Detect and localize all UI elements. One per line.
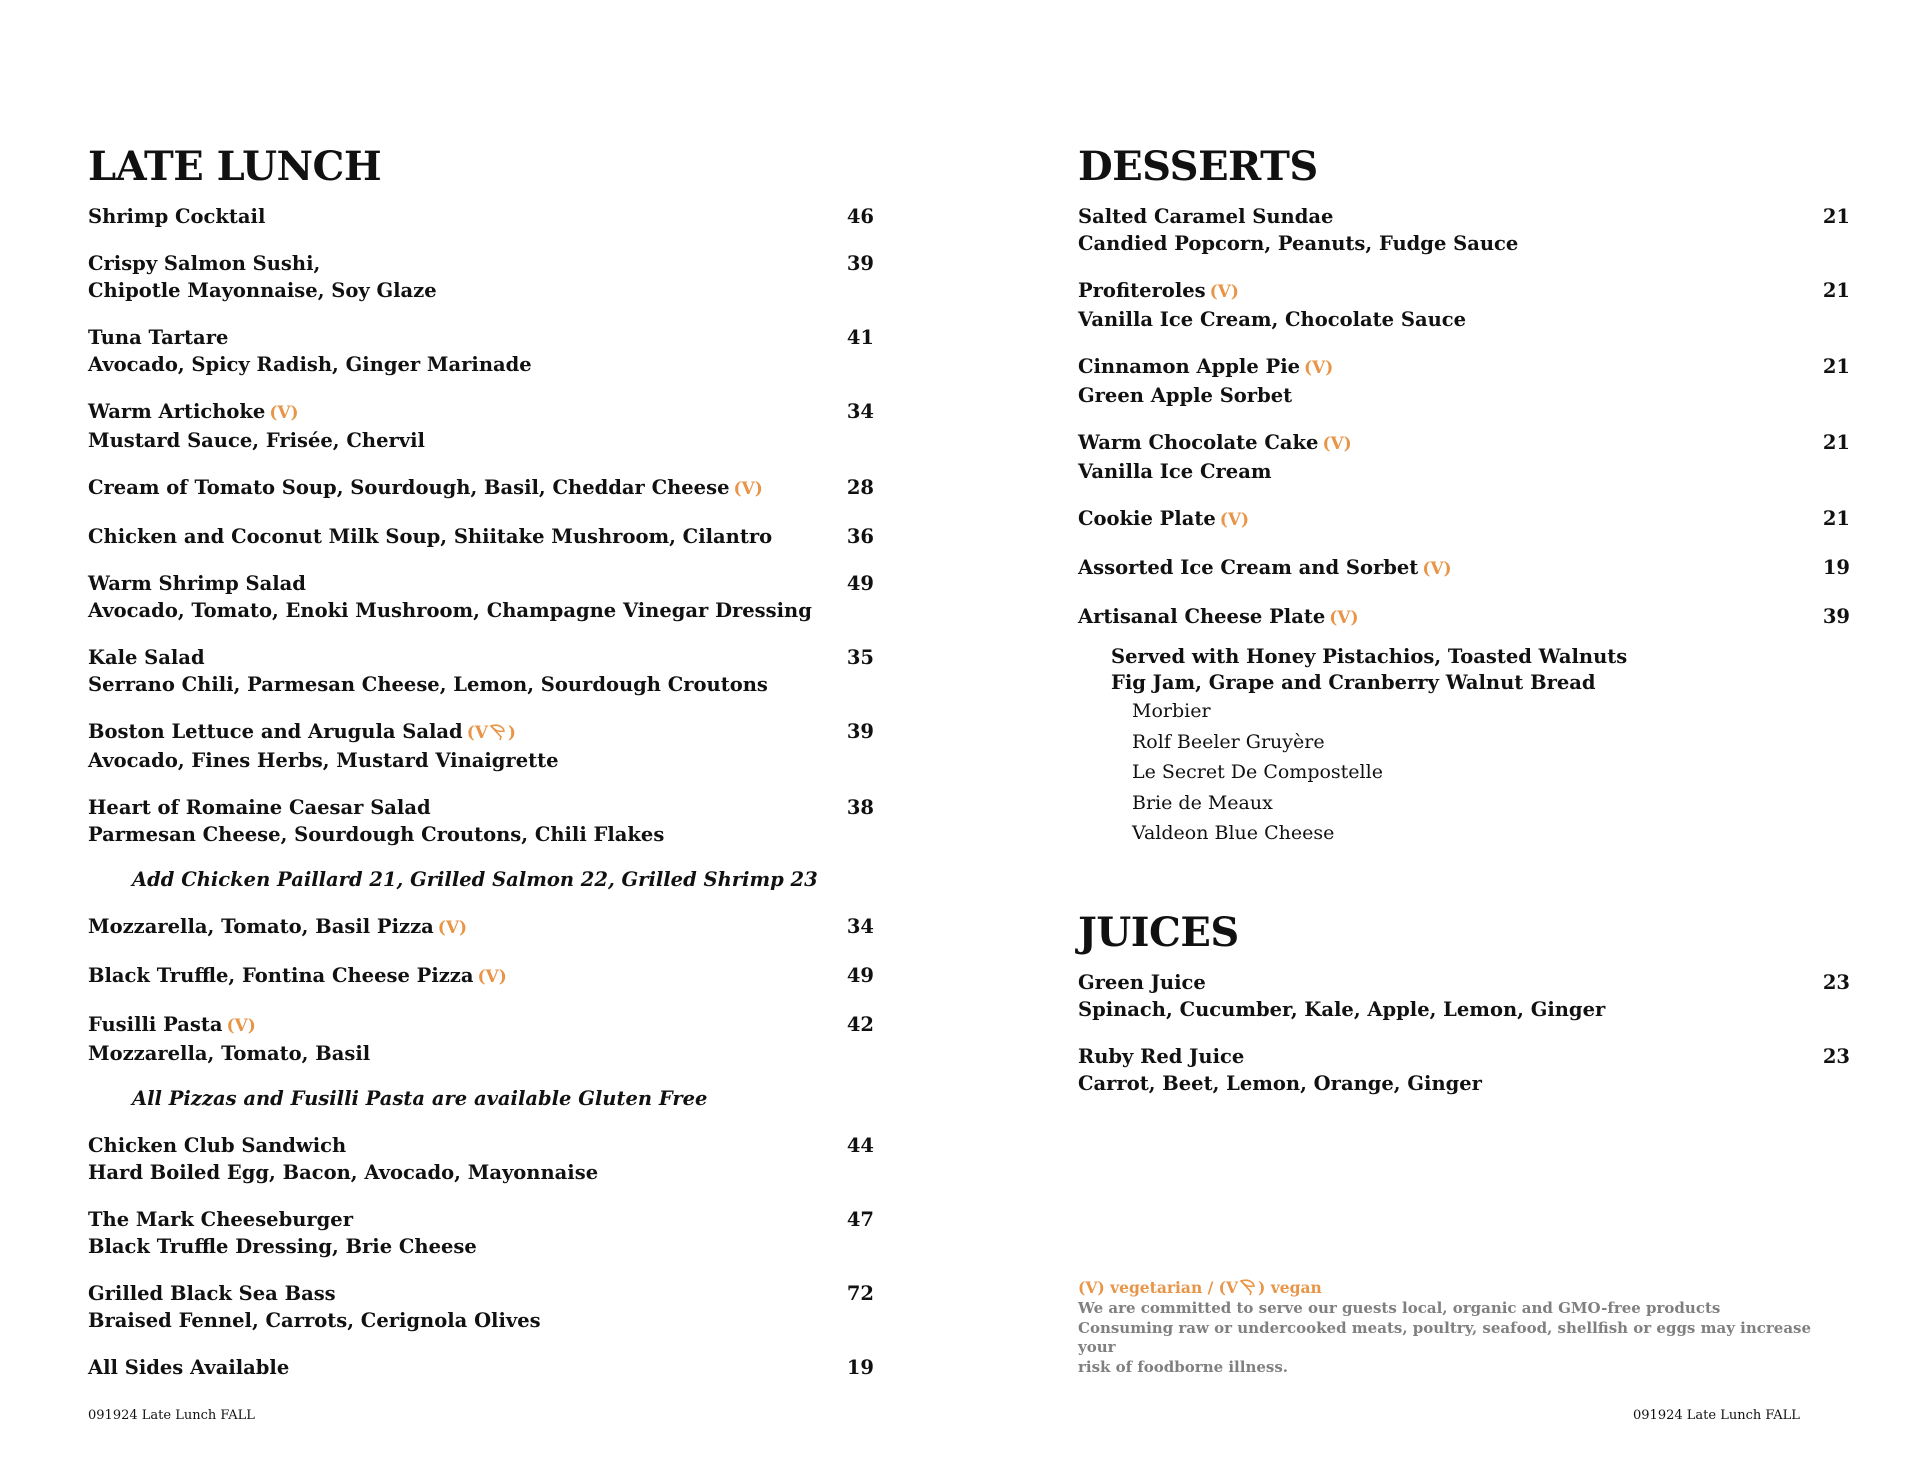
vegetarian-badge: (V)	[226, 1016, 256, 1036]
vegetarian-badge: (V)	[1422, 559, 1452, 579]
menu-item-name-line	[1078, 554, 1850, 583]
menu-item-description: Parmesan Cheese, Sourdough Croutons, Chili Flakes	[88, 823, 665, 846]
menu-item-price: 35	[846, 646, 874, 669]
menu-item-name: Tuna Tartare	[88, 326, 229, 349]
menu-item-name-line	[1078, 1043, 1850, 1070]
menu-item-name-line	[88, 570, 874, 597]
menu-item-price: 44	[846, 1134, 874, 1157]
footer-code-right: 091924 Late Lunch FALL	[1633, 1408, 1800, 1423]
menu-item	[88, 962, 874, 991]
menu-item-name: Black Truffle, Fontina Cheese Pizza	[88, 964, 474, 987]
vegetarian-badge: (V)	[1304, 358, 1334, 378]
menu-item-price: 39	[846, 252, 874, 275]
menu-item-name-line	[88, 718, 874, 747]
menu-item-name-line	[88, 324, 874, 351]
menu-item-name: Assorted Ice Cream and Sorbet	[1078, 556, 1419, 579]
vegetarian-badge: (V)	[1219, 510, 1250, 530]
menu-item-name-line	[88, 913, 874, 942]
menu-item-name-line	[88, 398, 874, 427]
menu-item-name-line	[88, 1280, 874, 1307]
cheese-plate-served-with	[1111, 644, 1850, 696]
menu-item-price: 19	[846, 1356, 874, 1379]
menu-item-price: 23	[1822, 970, 1850, 994]
menu-item-description: Chipotle Mayonnaise, Soy Glaze	[88, 279, 437, 302]
menu-item	[1078, 429, 1850, 485]
menu-item-name-line	[1078, 969, 1850, 996]
menu-item	[88, 1354, 874, 1381]
legend-vegetarian-label: (V) vegetarian / (V	[1078, 1278, 1239, 1297]
menu-item-description: Avocado, Spicy Radish, Ginger Marinade	[88, 353, 532, 376]
menu-item	[1078, 203, 1850, 257]
menu-item-name-line	[88, 794, 874, 821]
vegetarian-badge: (V)	[437, 918, 468, 938]
menu-item	[88, 1132, 874, 1186]
legend-key	[1078, 1277, 1850, 1299]
menu-item-description: Braised Fennel, Carrots, Cerignola Olives	[88, 1309, 541, 1332]
menu-item	[88, 523, 874, 550]
legend-vegan-label: ) vegan	[1258, 1278, 1322, 1297]
menu-item-name: Grilled Black Sea Bass	[88, 1282, 336, 1305]
vegetarian-badge: (V)	[269, 403, 299, 423]
menu-item-description: Green Apple Sorbet	[1078, 384, 1293, 407]
vegetarian-badge: (V)	[477, 967, 507, 987]
vegetarian-badge: (V)	[1329, 608, 1359, 628]
menu-item-price: 21	[1822, 205, 1850, 228]
menu-item-name: Chicken and Coconut Milk Soup, Shiitake Mushroom, Cilantro	[88, 525, 773, 548]
menu-item-name-line	[1078, 203, 1850, 230]
menu-item-name: Warm Chocolate Cake	[1078, 431, 1319, 454]
menu-item-price: 39	[1822, 605, 1850, 628]
menu-item-price: 41	[846, 326, 874, 349]
menu-item-name-line	[1078, 429, 1850, 458]
desserts-heading: DESSERTS	[1078, 143, 1318, 190]
menu-item	[88, 1011, 874, 1067]
menu-item	[88, 474, 874, 503]
menu-item-name-line	[1078, 603, 1850, 632]
menu-item-name: The Mark Cheeseburger	[88, 1208, 353, 1231]
menu-item-name: Cream of Tomato Soup, Sourdough, Basil, Cheddar Cheese	[88, 476, 730, 499]
menu-item-name-line	[88, 1132, 874, 1159]
vegetarian-badge: (V)	[1209, 282, 1239, 302]
served-line-2: Fig Jam, Grape and Cranberry Walnut Bread	[1111, 671, 1596, 694]
menu-item-name-line	[88, 1206, 874, 1233]
menu-item-description: Avocado, Fines Herbs, Mustard Vinaigrette	[88, 749, 559, 772]
menu-item-price: 42	[846, 1013, 874, 1036]
menu-item	[1078, 353, 1850, 409]
menu-item-name: All Sides Available	[88, 1356, 290, 1379]
legend-line-3: risk of foodborne illness.	[1078, 1357, 1289, 1376]
menu-item-name: Mozzarella, Tomato, Basil Pizza	[88, 915, 434, 938]
menu-item-name: Fusilli Pasta	[88, 1013, 223, 1036]
menu-item-name: Kale Salad	[88, 646, 205, 669]
menu-item-price: 49	[846, 572, 874, 595]
vegetarian-badge: (V)	[733, 479, 763, 499]
cheese-item: Brie de Meaux	[1132, 791, 1273, 814]
menu-item	[88, 718, 874, 774]
desserts-juices-column	[1078, 141, 1850, 1117]
menu-item-description: Black Truffle Dressing, Brie Cheese	[88, 1235, 477, 1258]
menu-item-name: Salted Caramel Sundae	[1078, 205, 1334, 228]
cheese-item: Valdeon Blue Cheese	[1132, 822, 1335, 844]
cheese-list	[1132, 696, 1850, 849]
served-line-1: Served with Honey Pistachios, Toasted Walnuts	[1111, 645, 1628, 668]
menu-item	[88, 250, 874, 304]
menu-item-name-line	[88, 1011, 874, 1040]
menu-item-price: 34	[846, 400, 874, 423]
menu-item-description: Candied Popcorn, Peanuts, Fudge Sauce	[1078, 232, 1519, 255]
menu-item	[88, 794, 874, 848]
menu-item-price: 21	[1822, 279, 1850, 302]
menu-item-name: Warm Artichoke	[88, 400, 266, 423]
menu-item-name-line	[88, 1354, 874, 1381]
menu-item-price: 28	[846, 476, 874, 499]
menu-item-price: 21	[1822, 507, 1850, 530]
menu-item	[1078, 603, 1850, 632]
menu-item-description: Vanilla Ice Cream	[1078, 460, 1272, 483]
menu-item	[88, 570, 874, 624]
menu-item-description: Spinach, Cucumber, Kale, Apple, Lemon, Ginger	[1078, 997, 1606, 1021]
legend-line-1: We are committed to serve our guests local, organic and GMO-free products	[1078, 1299, 1721, 1317]
vegan-badge: (V )	[466, 723, 516, 743]
juices-list	[1078, 969, 1850, 1097]
menu-item-description: Mozzarella, Tomato, Basil	[88, 1042, 371, 1065]
menu-item-price: 38	[846, 796, 874, 819]
late-lunch-list-mains	[88, 1132, 874, 1381]
menu-item-name-line	[1078, 353, 1850, 382]
cheese-item: Morbier	[1132, 700, 1211, 722]
juices-heading: JUICES	[1078, 908, 1239, 956]
menu-item-name-line	[88, 523, 874, 550]
menu-item-price: 46	[846, 205, 874, 228]
menu-item	[88, 203, 874, 230]
menu-item-description: Mustard Sauce, Frisée, Chervil	[88, 429, 425, 452]
menu-item-price: 23	[1822, 1044, 1850, 1068]
menu-item-name: Cinnamon Apple Pie	[1078, 355, 1301, 378]
menu-item-name: Boston Lettuce and Arugula Salad	[88, 720, 463, 743]
footer-code-left: 091924 Late Lunch FALL	[88, 1408, 255, 1423]
menu-item	[88, 398, 874, 454]
menu-item	[88, 644, 874, 698]
menu-item-price: 21	[1822, 355, 1850, 378]
vegan-leaf-icon	[488, 723, 508, 741]
menu-item-name: Ruby Red Juice	[1078, 1044, 1245, 1068]
menu-item-price: 72	[846, 1282, 874, 1305]
menu-item	[88, 1206, 874, 1260]
menu-item-description: Avocado, Tomato, Enoki Mushroom, Champagne Vinegar Dressing	[88, 599, 812, 622]
vegetarian-badge: (V)	[1322, 434, 1352, 454]
dietary-legend	[1078, 1277, 1850, 1377]
desserts-list	[1078, 203, 1850, 632]
menu-item	[88, 913, 874, 942]
late-lunch-list	[88, 203, 874, 848]
menu-item	[88, 1280, 874, 1334]
menu-item	[1078, 969, 1850, 1023]
menu-item-description: Carrot, Beet, Lemon, Orange, Ginger	[1078, 1071, 1482, 1095]
menu-item-name: Warm Shrimp Salad	[88, 572, 306, 595]
menu-item	[88, 324, 874, 378]
menu-item-name: Cookie Plate	[1078, 507, 1216, 530]
menu-item-price: 19	[1822, 556, 1850, 579]
menu-item-price: 49	[846, 964, 874, 987]
menu-item-price: 39	[846, 720, 874, 743]
menu-item-name-line	[1078, 505, 1850, 534]
menu-item-name: Heart of Romaine Caesar Salad	[88, 796, 431, 819]
menu-item-price: 47	[846, 1208, 874, 1231]
menu-item-price: 36	[846, 525, 874, 548]
menu-item	[1078, 277, 1850, 333]
menu-item-name: Artisanal Cheese Plate	[1078, 605, 1326, 628]
vegan-leaf-icon	[1238, 1278, 1258, 1296]
menu-item-price: 21	[1822, 431, 1850, 454]
menu-item-name: Shrimp Cocktail	[88, 205, 266, 228]
late-lunch-list-pizza-pasta	[88, 913, 874, 1067]
menu-item-name: Profiteroles	[1078, 279, 1206, 302]
late-lunch-column	[88, 141, 874, 1401]
menu-item	[1078, 554, 1850, 583]
cheese-item: Rolf Beeler Gruyère	[1132, 730, 1325, 753]
menu-item-name-line	[88, 203, 874, 230]
gluten-free-note: All Pizzas and Fusilli Pasta are available Gluten Free	[132, 1087, 708, 1110]
menu-item-description: Vanilla Ice Cream, Chocolate Sauce	[1078, 308, 1467, 331]
menu-item	[1078, 1043, 1850, 1097]
menu-item-name-line	[88, 962, 874, 991]
late-lunch-heading: LATE LUNCH	[88, 143, 382, 190]
menu-item-description: Hard Boiled Egg, Bacon, Avocado, Mayonnaise	[88, 1161, 599, 1184]
menu-item-name-line	[88, 250, 874, 277]
menu-item-description: Serrano Chili, Parmesan Cheese, Lemon, Sourdough Croutons	[88, 673, 768, 696]
menu-item-name-line	[88, 644, 874, 671]
menu-item	[1078, 505, 1850, 534]
cheese-item: Le Secret De Compostelle	[1132, 761, 1383, 783]
legend-line-2: Consuming raw or undercooked meats, poultry, seafood, shellfish or eggs may increase your	[1078, 1318, 1812, 1356]
menu-item-name: Green Juice	[1078, 970, 1206, 994]
menu-item-name-line	[88, 474, 874, 503]
menu-item-name-line	[1078, 277, 1850, 306]
add-protein-note: Add Chicken Paillard 21, Grilled Salmon 22, Grilled Shrimp 23	[132, 868, 818, 891]
menu-item-name: Chicken Club Sandwich	[88, 1134, 347, 1157]
menu-item-price: 34	[846, 915, 874, 938]
menu-item-name: Crispy Salmon Sushi,	[88, 252, 321, 275]
